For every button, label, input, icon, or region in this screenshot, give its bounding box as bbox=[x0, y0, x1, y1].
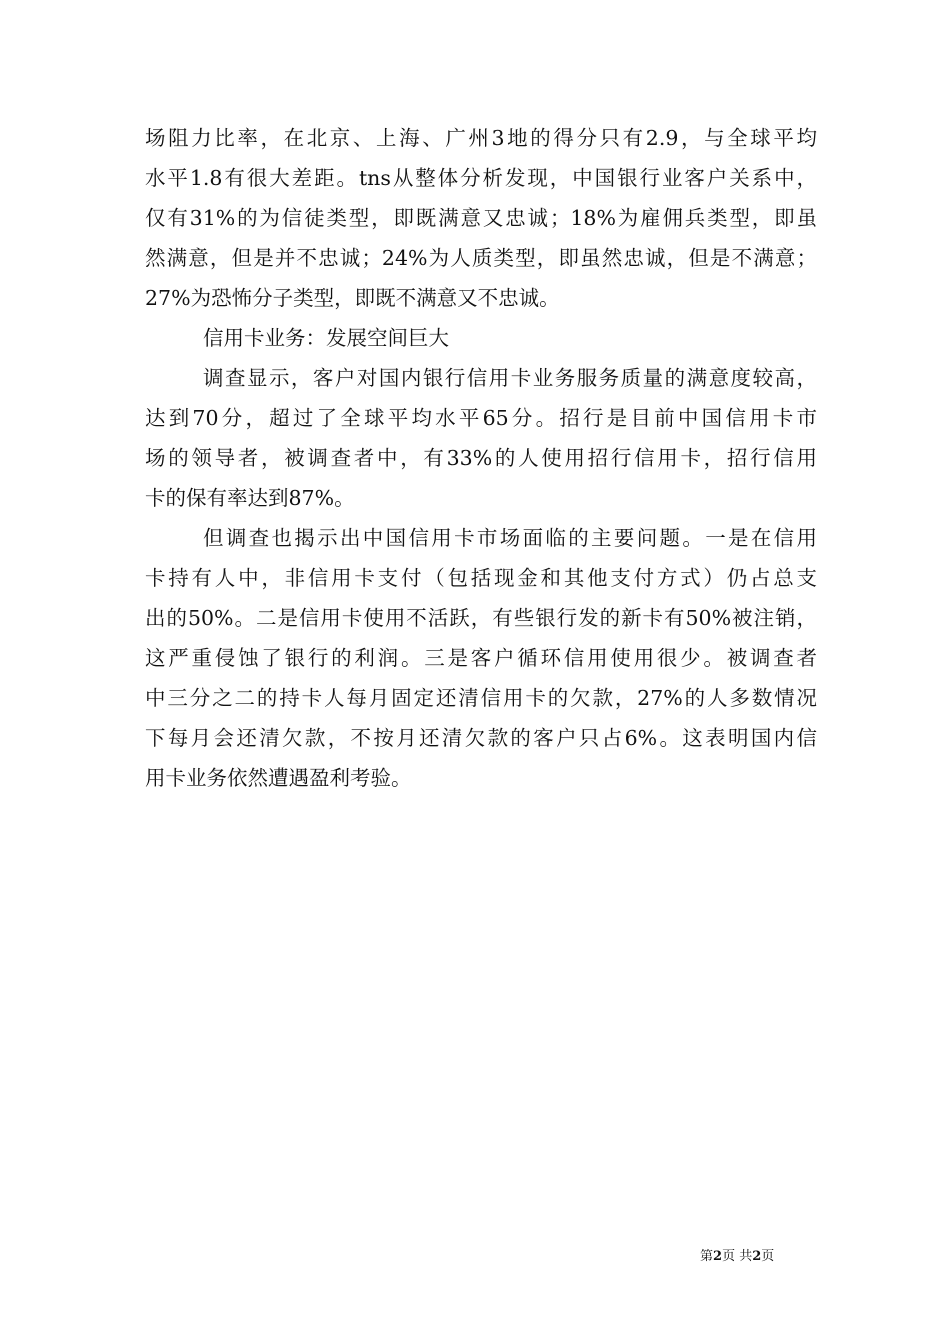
text-line: 这严重侵蚀了银行的利润。三是客户循环信用使用很少。被调查者 bbox=[145, 646, 817, 670]
text-line: 27%为恐怖分子类型，即既不满意又不忠诚。 bbox=[145, 286, 560, 310]
text-line: 达到70分，超过了全球平均水平65分。招行是目前中国信用卡市 bbox=[145, 406, 817, 430]
footer-suffix: 页 bbox=[761, 1249, 775, 1264]
text-line: 下每月会还清欠款，不按月还清欠款的客户只占6%。这表明国内信 bbox=[145, 726, 817, 750]
text-line: 场的领导者，被调查者中，有33%的人使用招行信用卡，招行信用 bbox=[145, 446, 817, 470]
text-line: 然满意，但是并不忠诚；24%为人质类型，即虽然忠诚，但是不满意； bbox=[145, 246, 817, 270]
total-page-number: 2 bbox=[752, 1249, 762, 1264]
text-line: 卡的保有率达到87%。 bbox=[145, 486, 355, 510]
text-line: 场阻力比率，在北京、上海、广州3地的得分只有2.9，与全球平均 bbox=[145, 126, 817, 150]
body-text bbox=[145, 118, 817, 798]
section-heading: 信用卡业务：发展空间巨大 bbox=[203, 326, 449, 350]
text-line: 用卡业务依然遭遇盈利考验。 bbox=[145, 766, 412, 790]
text-line: 但调查也揭示出中国信用卡市场面临的主要问题。一是在信用 bbox=[203, 526, 817, 550]
text-line: 仅有31%的为信徒类型，即既满意又忠诚；18%为雇佣兵类型，即虽 bbox=[145, 206, 817, 230]
text-line: 出的50%。二是信用卡使用不活跃，有些银行发的新卡有50%被注销， bbox=[145, 606, 817, 630]
current-page-number: 2 bbox=[713, 1249, 723, 1264]
footer-prefix: 第 bbox=[700, 1249, 714, 1264]
text-line: 调查显示，客户对国内银行信用卡业务服务质量的满意度较高， bbox=[203, 366, 817, 390]
text-line: 中三分之二的持卡人每月固定还清信用卡的欠款，27%的人多数情况 bbox=[145, 686, 817, 710]
page-number-footer bbox=[700, 1248, 820, 1266]
footer-middle: 页 共 bbox=[722, 1249, 753, 1264]
text-line: 水平1.8有很大差距。tns从整体分析发现，中国银行业客户关系中， bbox=[145, 166, 817, 190]
text-line: 卡持有人中，非信用卡支付（包括现金和其他支付方式）仍占总支 bbox=[145, 566, 817, 590]
